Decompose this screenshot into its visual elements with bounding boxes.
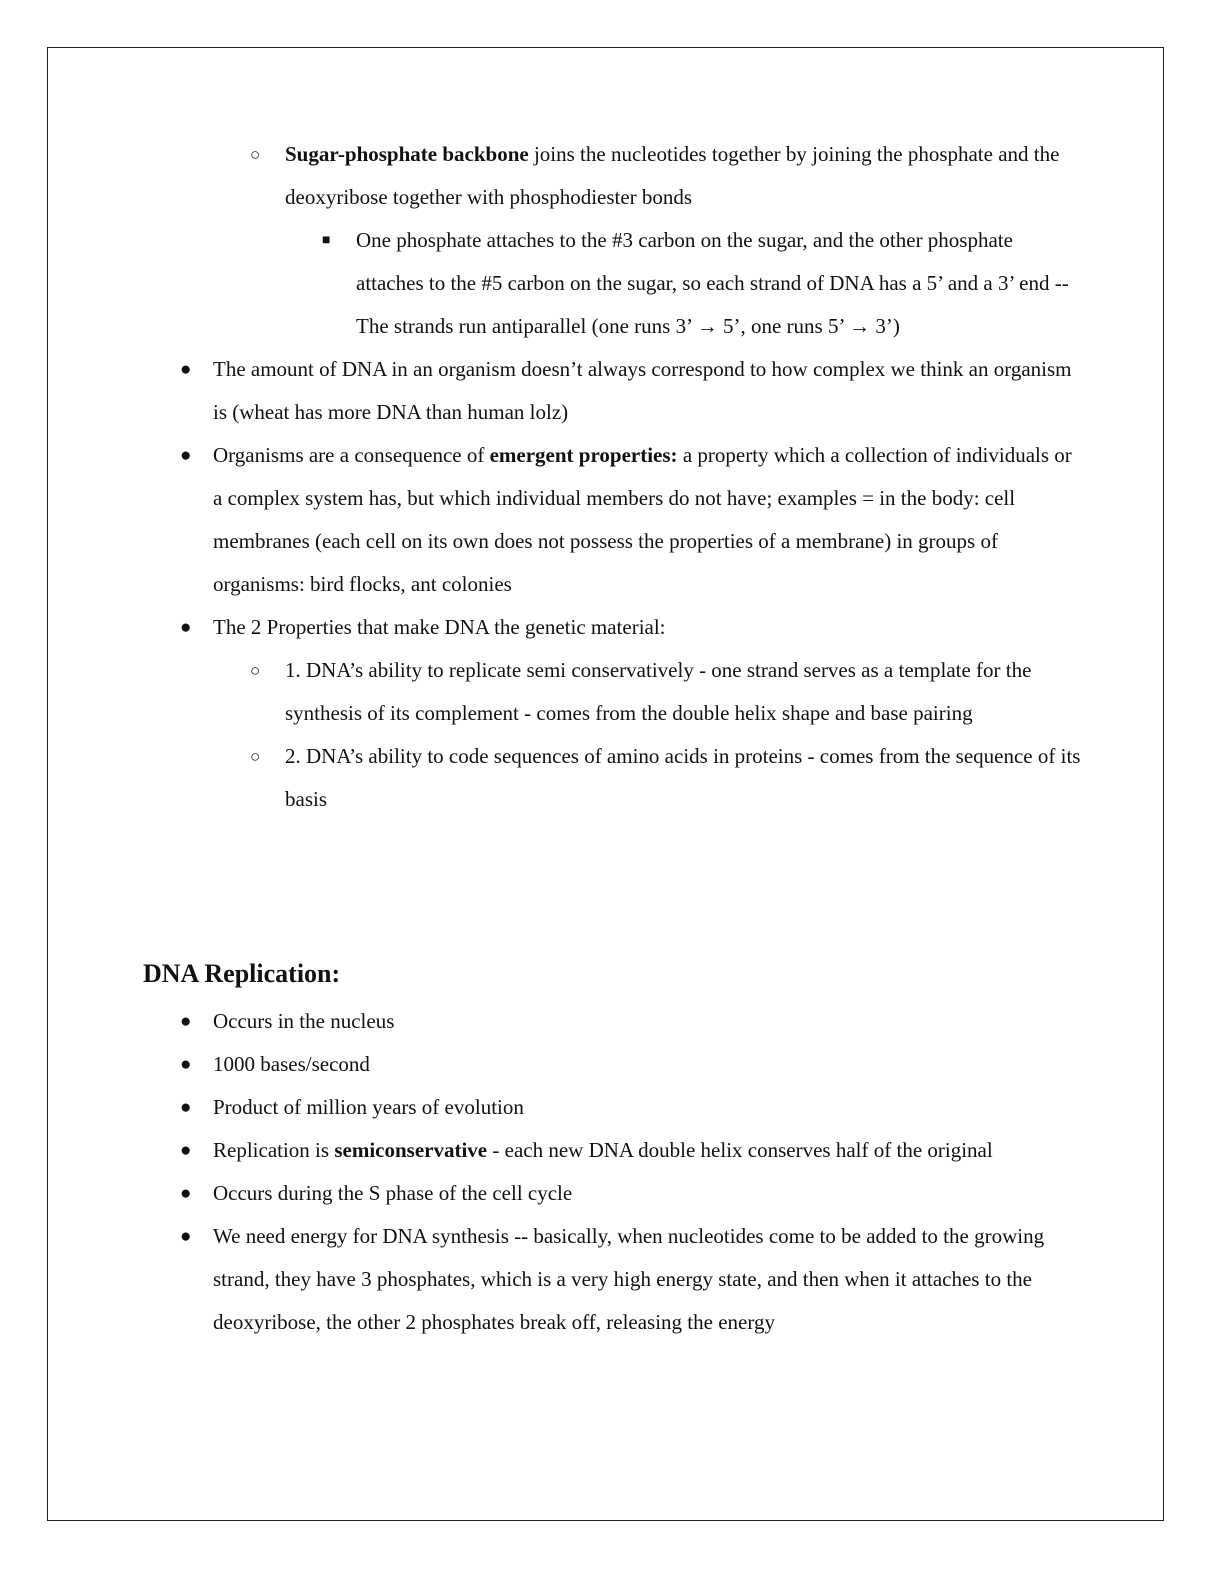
disc-bullet-icon: ● — [180, 1226, 192, 1247]
text-evolution: Product of million years of evolution — [213, 1095, 524, 1119]
text-sphase: Occurs during the S phase of the cell cycle — [213, 1181, 573, 1205]
list-item-two-properties — [0, 606, 1083, 649]
text-prop1: 1. DNA’s ability to replicate semi conservatively - one strand serves as a template for the synthesis of its complement - comes from the double helix shape and base pairing — [285, 658, 1032, 725]
term-semiconservative: semiconservative — [334, 1138, 488, 1162]
list-item-sphase — [0, 1172, 1083, 1215]
list-item-amount — [0, 348, 1083, 434]
text-emergent: a property which a collection of individuals or a complex system has, but which individual members do not have; examples = in the body: cell membranes (each cell on its own does not possess the properties of a membrane) in groups of organisms: bird flocks, ant colonies — [213, 443, 1072, 596]
text-semicons: - each new DNA double helix conserves half of the original — [487, 1138, 993, 1162]
text-energy: We need energy for DNA synthesis -- basically, when nucleotides come to be added to the growing strand, they have 3 phosphates, which is a very high energy state, and then when it attaches to the deoxyribose, the other 2 phosphates break off, releasing the energy — [213, 1224, 1045, 1334]
disc-bullet-icon: ● — [180, 1140, 192, 1161]
disc-bullet-icon: ● — [180, 359, 192, 380]
list-item-nucleus — [0, 1000, 1083, 1043]
disc-bullet-icon: ● — [180, 1097, 192, 1118]
hollow-circle-bullet-icon: ○ — [250, 145, 261, 164]
text-two-properties: The 2 Properties that make DNA the genetic material: — [213, 615, 666, 639]
square-bullet-icon: ■ — [322, 233, 331, 248]
disc-bullet-icon: ● — [180, 1183, 192, 1204]
text-semicons-pre: Replication is — [213, 1138, 335, 1162]
disc-bullet-icon: ● — [180, 1054, 192, 1075]
text-backbone: joins the nucleotides together by joining the phosphate and the deoxyribose together with phosphodiester bonds — [285, 142, 1060, 209]
list-item-semiconservative — [0, 1129, 1083, 1172]
text-amount: The amount of DNA in an organism doesn’t always correspond to how complex we think an organism is (wheat has more DNA than human lolz) — [213, 357, 1072, 424]
list-item-emergent — [0, 434, 1083, 606]
hollow-circle-bullet-icon: ○ — [250, 747, 261, 766]
list-item-backbone — [0, 133, 1085, 219]
list-item-phosphate-attach — [0, 219, 1076, 348]
text-emergent-pre: Organisms are a consequence of — [213, 443, 490, 467]
term-backbone: Sugar-phosphate backbone — [285, 142, 529, 166]
disc-bullet-icon: ● — [180, 445, 192, 466]
list-item-energy — [0, 1215, 1083, 1344]
hollow-circle-bullet-icon: ○ — [250, 661, 261, 680]
disc-bullet-icon: ● — [180, 1011, 192, 1032]
replication-list — [0, 1000, 1083, 1344]
term-emergent: emergent properties: — [489, 443, 678, 467]
text-rate: 1000 bases/second — [213, 1052, 370, 1076]
notes-list — [0, 133, 1085, 821]
list-item-prop2 — [0, 735, 1085, 821]
text-nucleus: Occurs in the nucleus — [213, 1009, 395, 1033]
text-prop2: 2. DNA’s ability to code sequences of amino acids in proteins - comes from the sequence of its basis — [285, 744, 1081, 811]
list-item-rate — [0, 1043, 1083, 1086]
list-item-evolution — [0, 1086, 1083, 1129]
section-heading-dna-replication: DNA Replication: — [143, 959, 341, 988]
disc-bullet-icon: ● — [180, 617, 192, 638]
list-item-prop1 — [0, 649, 1085, 735]
text-phosphate-attach: One phosphate attaches to the #3 carbon on the sugar, and the other phosphate attaches to the #5 carbon on the sugar, so each strand of DNA has a 5’ and a 3’ end -- The strands run antiparallel (one runs 3’ → 5’, one runs 5’ → 3’) — [356, 228, 1069, 338]
